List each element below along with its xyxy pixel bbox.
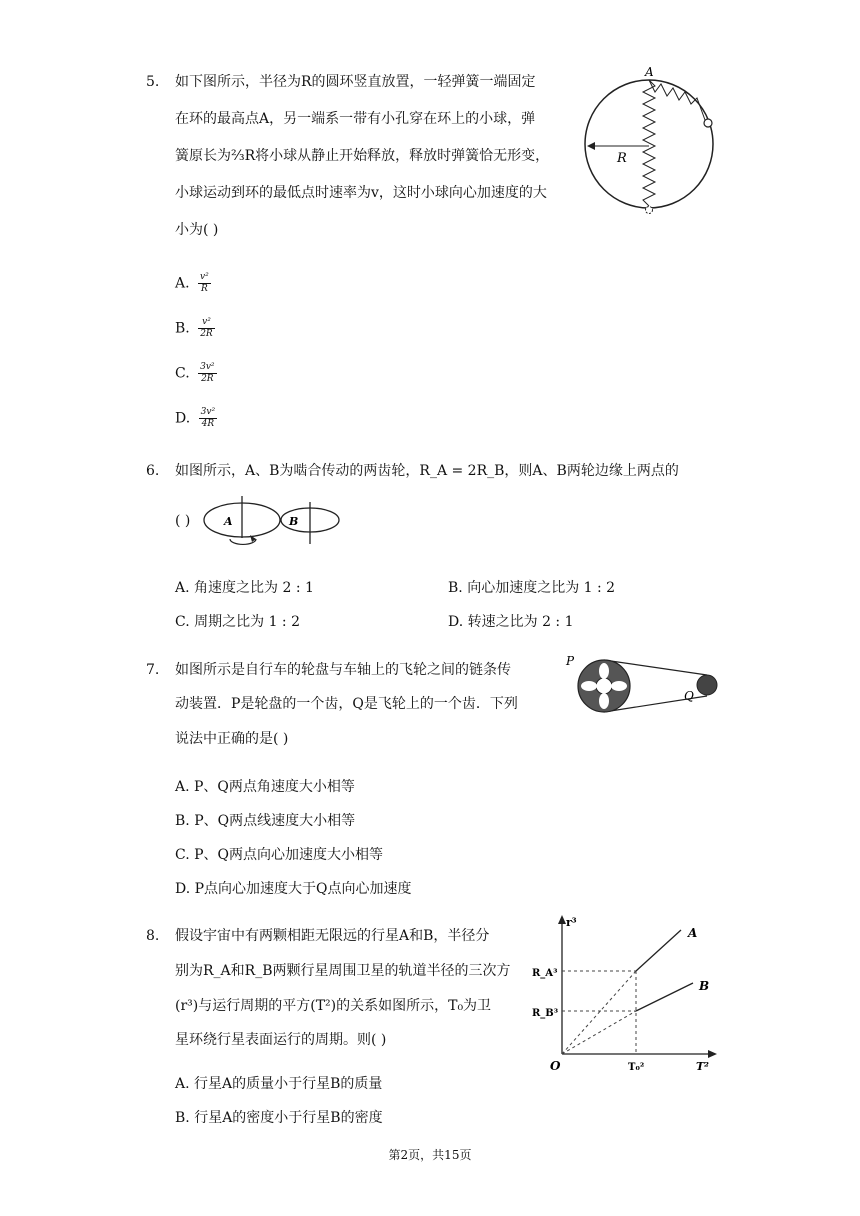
question-5-line-4: 小球运动到环的最低点时速率为v，这时小球向心加速度的大 xyxy=(175,185,547,201)
question-5-option-c[interactable]: C. $\frac{\text{3v²}}{2R}$ xyxy=(175,362,215,384)
freewheel xyxy=(697,675,717,695)
question-7-number: 7. xyxy=(146,662,160,678)
question-6-option-b[interactable]: B. 向心加速度之比为 1 : 2 xyxy=(448,580,616,596)
r3-t2-graph xyxy=(532,912,724,1077)
question-5-line-5: 小为( ) xyxy=(175,222,219,238)
fraction: $\frac{\text{3v²}}{4R}$ xyxy=(200,407,216,429)
question-8-line-3: (r³)与运行周期的平方(T²)的关系如图所示，T₀为卫 xyxy=(175,998,492,1014)
question-8-line-1: 假设宇宙中有两颗相距无限远的行星A和B，半径分 xyxy=(175,928,490,944)
question-8-line-4: 星环绕行星表面运行的周期。则( ) xyxy=(175,1032,387,1048)
spring-vertical xyxy=(643,80,655,206)
x-axis-label: T² xyxy=(696,1060,710,1073)
question-6-line-1: 如图所示，A、B为啮合传动的两齿轮，R_A = 2R_B，则A、B两轮边缘上两点的 xyxy=(175,463,679,479)
question-8-number: 8. xyxy=(146,928,160,944)
question-5-number: 5. xyxy=(146,74,160,90)
tick-rb3: R_B³ xyxy=(532,1008,559,1019)
question-6-option-d[interactable]: D. 转速之比为 2 : 1 xyxy=(448,614,574,630)
question-7-line-1: 如图所示是自行车的轮盘与车轴上的飞轮之间的链条传 xyxy=(175,662,511,678)
tick-ra3: R_A³ xyxy=(532,968,558,979)
question-6-option-c[interactable]: C. 周期之比为 1 : 2 xyxy=(175,614,300,630)
question-7-line-3: 说法中正确的是( ) xyxy=(175,731,289,747)
question-5-line-3: 簧原长为⅔R将小球从静止开始释放，释放时弹簧恰无形变， xyxy=(175,148,550,164)
question-7-option-d[interactable]: D. P点向心加速度大于Q点向心加速度 xyxy=(175,881,412,897)
label-a: A xyxy=(224,515,233,528)
dashed-line-a xyxy=(562,971,636,1054)
line-a xyxy=(636,930,681,971)
fraction: $\frac{\text{v²}}{R}$ xyxy=(200,272,209,294)
label-q: Q xyxy=(684,689,694,703)
label-p: P xyxy=(566,654,575,668)
ring-spring-figure xyxy=(583,62,723,222)
label-r: R xyxy=(617,151,627,166)
line-b xyxy=(636,983,693,1011)
spoke-hole xyxy=(611,681,627,691)
question-6-option-a[interactable]: A. 角速度之比为 2 : 1 xyxy=(175,580,314,596)
question-8-line-2: 别为R_A和R_B两颗行星周围卫星的轨道半径的三次方 xyxy=(175,963,511,979)
series-b-label: B xyxy=(699,979,710,993)
question-5-option-d[interactable]: D. $\frac{\text{3v²}}{4R}$ xyxy=(175,407,216,429)
question-6-number: 6. xyxy=(146,463,160,479)
spoke-hole xyxy=(581,681,597,691)
question-5-option-a[interactable]: A. $\frac{\text{v²}}{R}$ xyxy=(175,272,209,294)
dashed-line-b xyxy=(562,1011,636,1054)
question-8-option-a[interactable]: A. 行星A的质量小于行星B的质量 xyxy=(175,1076,383,1092)
page-footer: 第2页，共15页 xyxy=(388,1148,472,1162)
question-5-option-b[interactable]: B. $\frac{\text{v²}}{2R}$ xyxy=(175,317,213,339)
series-a-label: A xyxy=(688,926,698,940)
question-6-bracket: ( ) xyxy=(175,513,191,529)
question-8-option-b[interactable]: B. 行星A的密度小于行星B的密度 xyxy=(175,1110,383,1126)
question-7-option-c[interactable]: C. P、Q两点向心加速度大小相等 xyxy=(175,847,384,863)
tick-t0-sq: T₀² xyxy=(628,1062,645,1073)
origin-label: O xyxy=(550,1059,561,1073)
fraction: $\frac{\text{v²}}{2R}$ xyxy=(200,317,213,339)
question-7-option-b[interactable]: B. P、Q两点线速度大小相等 xyxy=(175,813,356,829)
question-7-option-a[interactable]: A. P、Q两点角速度大小相等 xyxy=(175,779,355,795)
label-b: B xyxy=(289,515,299,528)
label-a: A xyxy=(645,65,654,79)
y-axis-label: r³ xyxy=(566,916,577,929)
question-7-line-2: 动装置．P是轮盘的一个齿，Q是飞轮上的一个齿．下列 xyxy=(175,696,518,712)
y-axis-arrow xyxy=(558,915,566,924)
ball xyxy=(704,119,712,127)
bicycle-chain-figure xyxy=(564,651,724,721)
ring xyxy=(585,80,713,208)
spoke-hole xyxy=(599,693,609,709)
ball-bottom xyxy=(646,207,653,214)
arrow-head xyxy=(587,142,595,150)
question-5-line-2: 在环的最高点A，另一端系一带有小孔穿在环上的小球，弹 xyxy=(175,111,536,127)
hub xyxy=(596,678,612,694)
x-axis-arrow xyxy=(708,1050,717,1058)
question-5-line-1: 如下图所示，半径为R的圆环竖直放置，一轻弹簧一端固定 xyxy=(175,74,536,90)
gears-figure xyxy=(198,494,343,554)
fraction: $\frac{\text{3v²}}{2R}$ xyxy=(200,362,215,384)
spoke-hole xyxy=(599,663,609,679)
